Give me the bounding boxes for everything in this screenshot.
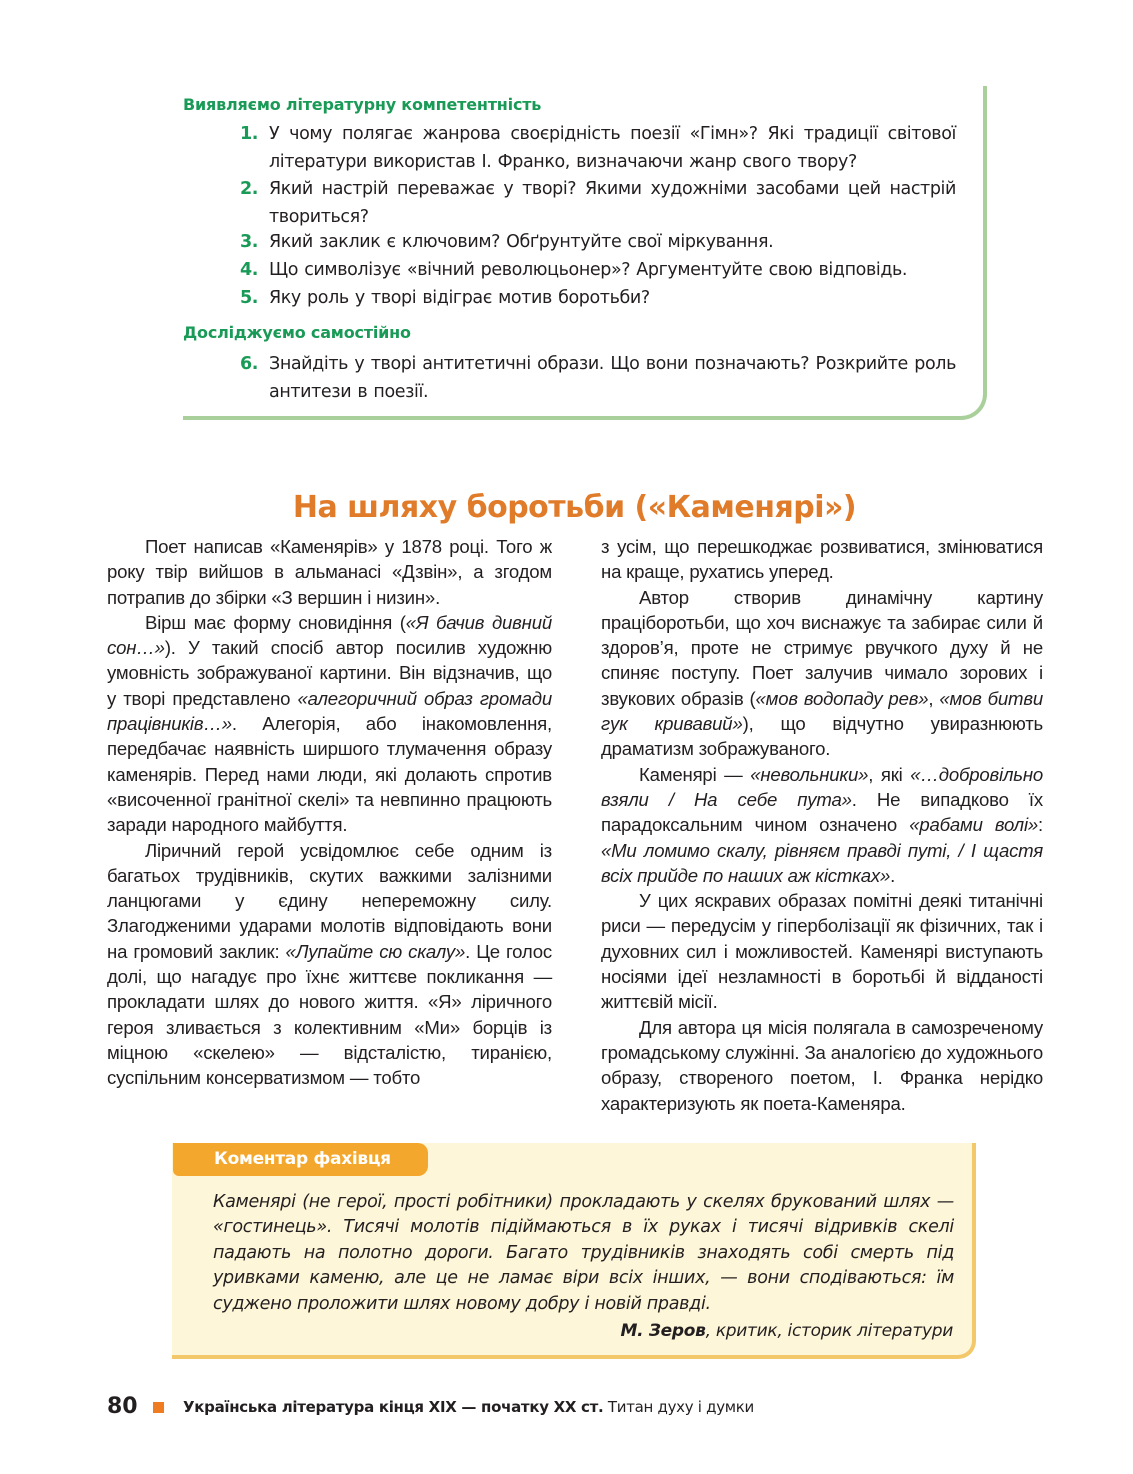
paragraph: Поет написав «Каменярів» у 1878 році. Того ж року твір вийшов в альманасі «Дзвін», а згодом потрапив до збірки «З вершин і низин». [107, 536, 552, 608]
question-text: Що символізує «вічний революцьонер»? Аргументуйте свою відповідь. [269, 260, 908, 280]
question-text: Знайдіть у творі антитетичні образи. Що вони позначають? Розкрийте роль антитези в поезії. [269, 354, 956, 402]
quote: «мов битви гук кривавий» [601, 687, 1043, 735]
paragraph: Каменярі — «невольники», які «…добровільно взяли / На себе пута». Не випадково їх парадоксальним чином означено «рабами волі»: «Ми ломимо скалу, рівняєм правді путі, / І щастя всіх прийде по наших аж кістках». [601, 763, 1043, 886]
paragraph: Автор створив динамічну картину праціборотьби, що хоч виснажує та забирає сили й здоров’я, проте не стримує рвучкого духу й не спиняє поступу. Поет залучив чимало зорових і звукових образів («мов водопаду рев», «мов битви гук кривавий»), що відчутно увиразнюють драматизм зображуваного. [601, 586, 1043, 760]
quote: «мов водопаду рев» [755, 687, 929, 709]
question-text: Який заклик є ключовим? Обґрунтуйте свої міркування. [269, 232, 774, 252]
article-title: На шляху боротьби («Каменярі») [292, 490, 857, 525]
article-column-right [601, 534, 1043, 1116]
question-number: 1. [240, 124, 259, 144]
quote: «невольники» [750, 763, 869, 785]
quote: «алегоричний образ громади працівників…» [107, 687, 552, 735]
expert-comment-label: Коментар фахівця [214, 1149, 391, 1169]
question-number: 2. [240, 179, 259, 199]
question-number: 3. [240, 232, 259, 252]
paragraph: Вірш має форму сновидіння («Я бачив дивний сон…»). У такий спосіб автор посилив художню умовність зображуваної картини. Він відзначив, що у творі представлено «алегоричний образ громади працівників…». Алегорія, або інакомовлення, передбачає наявність ширшого тлумачення образу каменярів. Перед нами люди, які долають спротив «височенної гранітної скелі» та невпинно працюють заради народного майбуття. [107, 611, 552, 836]
question-number: 4. [240, 260, 259, 280]
author-name: М. Зеров [620, 1321, 706, 1341]
expert-comment-tab [173, 1143, 428, 1176]
question-text: Яку роль у творі відіграє мотив боротьби? [269, 288, 650, 308]
expert-comment-author [621, 1321, 954, 1341]
quote: «Лупайте сю скалу» [285, 940, 466, 962]
paragraph: У цих яскравих образах помітні деякі титанічні риси — передусім у гіперболізації як фізичних, так і духовних сил і можливостей. Каменярі виступають носіями ідеї незламності в боротьбі й відданості життєвій місії. [601, 890, 1043, 1013]
question-item [240, 175, 956, 231]
article-column-left [107, 534, 552, 1091]
section-heading-research: Досліджуємо самостійно [183, 323, 411, 342]
question-number: 6. [240, 354, 259, 374]
page-number: 80 [107, 1394, 138, 1419]
question-text: Який настрій переважає у творі? Якими художніми засобами цей настрій твориться? [269, 179, 956, 227]
paragraph: Ліричний герой усвідомлює себе одним із багатьох трудівників, скутих важкими залізними ланцюгами у єдину непереможну силу. Злагодженими ударами молотів відповідають вони на громовий заклик: «Лупайте сю скалу». Це голос долі, що нагадує про їхнє життєве покликання — прокладати шлях до нового життя. «Я» ліричного героя зливається з колективним «Ми» борців із міцною «скелею» — відсталістю, тиранією, суспільним консерватизмом — тобто [107, 839, 552, 1089]
footer-square-icon [153, 1402, 164, 1413]
footer-course-title: Українська література кінця XIX — початку XX ст. Титан духу і думки [183, 1398, 754, 1416]
quote: «Я бачив дивний сон…» [107, 611, 552, 659]
question-number: 5. [240, 288, 259, 308]
expert-comment-text: Каменярі (не герої, прості робітники) прокладають у скелях брукований шлях — «гостинець». Тисячі молотів підіймаються в їх руках і тисячі відривків скелі падають на полотно дороги. Багато трудівників знаходять собі смерть під уривками каменю, але це не ламає віри всіх інших, — вони сподіваються: їм суджено проложити шлях новому добру і новій правді. [213, 1192, 954, 1314]
question-text: У чому полягає жанрова своєрідність поезії «Гімн»? Які традиції світової літератури використав І. Франко, визначаючи жанр свого твору? [269, 124, 956, 172]
quote: «рабами волі» [909, 814, 1039, 836]
section-heading-competence: Виявляємо літературну компетентність [183, 95, 542, 114]
paragraph: з усім, що перешкоджає розвиватися, змінюватися на краще, рухатись уперед. [601, 536, 1043, 583]
quote: «…добровільно взяли / На себе пута» [601, 763, 1043, 810]
author-role: , критик, історик літератури [705, 1321, 953, 1341]
question-item [240, 350, 956, 406]
quote: «Ми ломимо скалу, рівняєм правді путі, / І щастя всіх прийде по наших аж кістках» [601, 839, 1043, 886]
question-item [240, 228, 956, 256]
question-item [240, 284, 956, 312]
question-item [240, 120, 956, 176]
question-item [240, 256, 956, 284]
paragraph: Для автора ця місія полягала в самозреченому громадському служінні. За аналогією до художнього образу, створеного поетом, І. Франка нерідко характеризують як поета-Каменяра. [601, 1016, 1043, 1114]
